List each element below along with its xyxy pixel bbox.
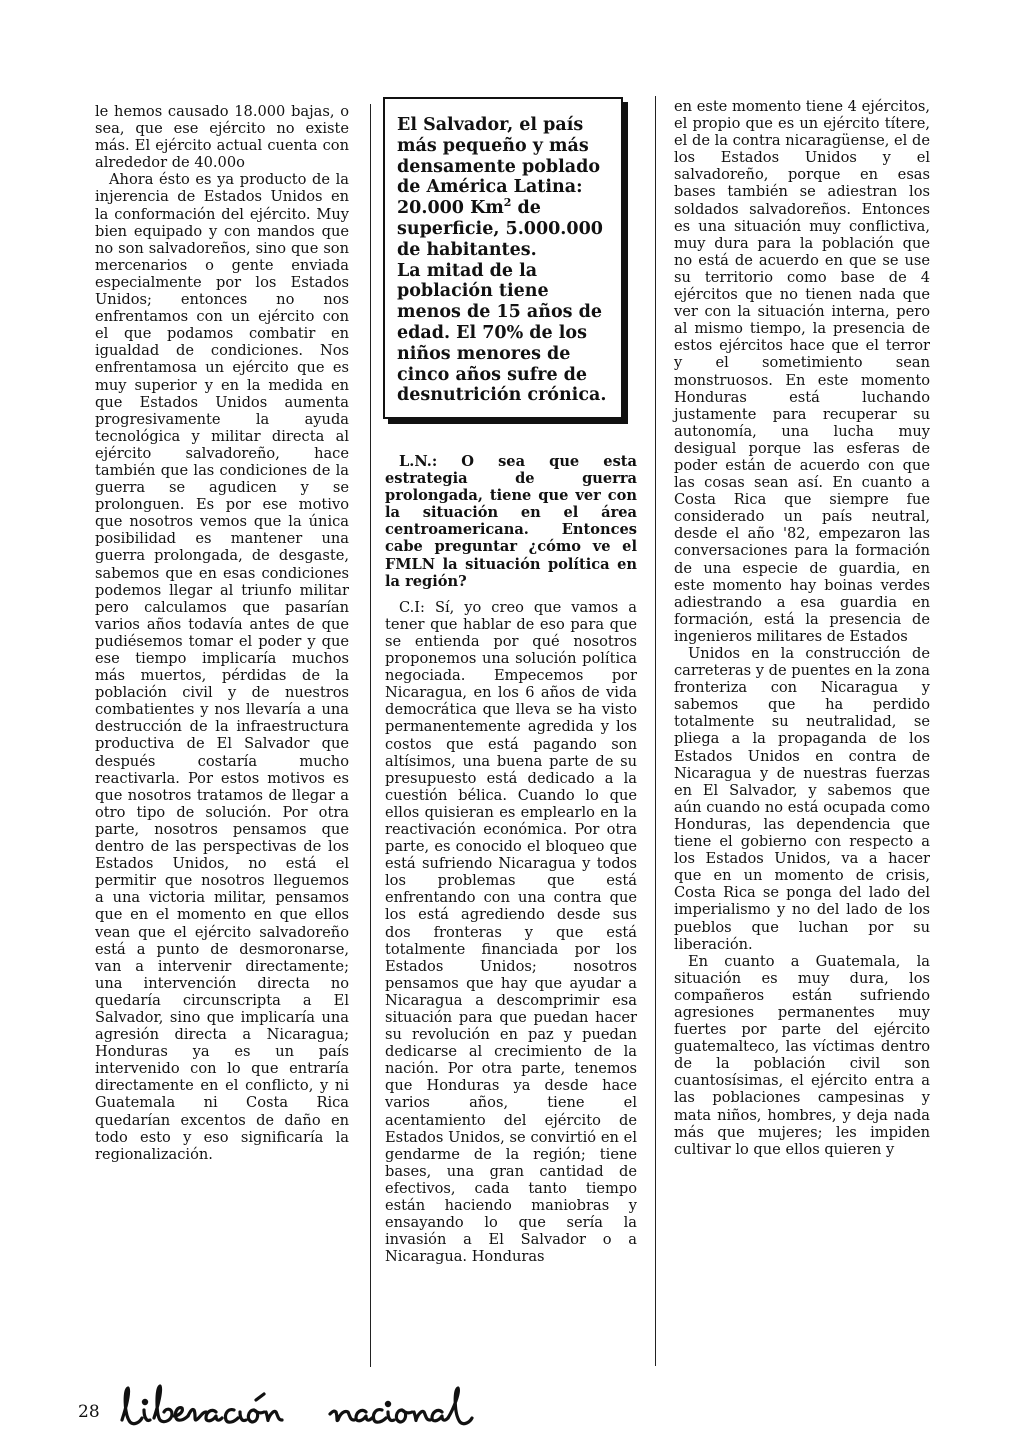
fact-box-area-prefix: 20.000 Km <box>397 198 504 219</box>
fact-box-area-superscript: 2 <box>503 196 512 210</box>
column-3-paragraph-1: en este momento tiene 4 ejércitos, el propio que es un ejército títere, el de la contra nicaragüense, el de los Estados Unidos y el salvadoreño, porque en esas bases también se adiestran los soldados salvadoreños. Entonces es una situación muy conflictiva, muy dura para la población que no está de acuerdo en que se use su territorio como base de 4 ejércitos que no tienen nada que ver con la situación interna, pero al mismo tiempo, la presencia de estos ejércitos hace que el terror y el sometimiento sean monstruosos. En este momento Honduras está luchando justamente para recuperar su autonomía, una lucha muy desigual porque las esferas de poder están de acuerdo con que las cosas sean así. En cuanto a Costa Rica que siempre fue considerado un país neutral, desde el año '82, empezaron las conversaciones para la formación de una especie de guardia, en este momento hay boinas verdes adiestrando a esa guardia en formación, está la presencia de ingenieros militares de Estados <box>674 98 930 645</box>
page-number: 28 <box>78 1402 100 1422</box>
liberacion-nacional-logo <box>116 1378 496 1436</box>
column-divider-right <box>655 96 656 1366</box>
column-3 <box>674 98 930 1158</box>
column-1 <box>95 103 349 1163</box>
page-footer <box>78 1378 558 1438</box>
fact-box-area-suffix: de superficie, 5.000.000 de habitantes. <box>397 198 603 260</box>
interview-question: L.N.: O sea que esta estrategia de guerra prolongada, tiene que ver con la situación en el área centroamericana. Entonces cabe preguntar ¿cómo ve el FMLN la situación política en la región? <box>385 453 637 590</box>
column-2 <box>385 453 637 1265</box>
column-3-paragraph-3: En cuanto a Guatemala, la situación es muy dura, los compañeros están sufriendo agresiones permanentes muy fuertes por parte del ejército guatemalteco, las víctimas dentro de la población civil son cuantosísimas, el ejército entra a las poblaciones campesinas y mata niños, hombres, y deja nada más que mujeres; les impiden cultivar lo que ellos quieren y <box>674 952 930 1158</box>
column-3-paragraph-2: Unidos en la construcción de carreteras y de puentes en la zona fronteriza con Nicaragua y sabemos que ha perdido totalmente su neutralidad, se pliega a la propaganda de los Estados Unidos en contra de Nicaragua y de nuestras fuerzas en El Salvador, y sabemos que aún cuando no está ocupada como Honduras, las dependencia que tiene el gobierno con respecto a los Estados Unidos, va a hacer que en un momento de crisis, Costa Rica se ponga del lado del imperialismo y no del lado de los pueblos que luchan por su liberación. <box>674 645 930 953</box>
fact-box-line-1: El Salvador, el país más pequeño y más densamente poblado de América Latina: <box>397 115 601 198</box>
column-1-paragraph-2: Ahora ésto es ya producto de la injerencia de Estados Unidos en la conformación del ejército. Muy bien equipado y con mandos que no son salvadoreños, sino que son mercenarios o gente enviada especialmente por los Estados Unidos; entonces no nos enfrentamos con un ejército con el que podamos combatir en igualdad de condiciones. Nos enfrentamosa un ejército que es muy superior y en la medida en que Estados Unidos aumenta progresivamente la ayuda tecnológica y militar directa al ejército salvadoreño, hace también que las condiciones de la guerra se agudicen y se prolonguen. Es por ese motivo que nosotros vemos que la única posibilidad es mantener una guerra prolongada, de desgaste, sabemos que en esas condiciones podemos llegar al triunfo militar pero calculamos que pasarían varios años todavía antes de que pudiésemos tomar el poder y que ese tiempo implicaría muchos más muertos, pérdidas de la población civil y de nuestros combatientes y nos llevaría a una destrucción de la infraestructura productiva de El Salvador que después costaría mucho reactivarla. Por estos motivos es que nosotros tratamos de llegar a otro tipo de solución. Por otra parte, nosotros pensamos que dentro de las perspectivas de los Estados Unidos, no está el permitir que nosotros lleguemos a una victoria militar, pensamos que en el momento en que ellos vean que el ejército salvadoreño está a punto de desmoronarse, van a intervenir directamente; una intervención directa no quedaría circunscripta a El Salvador, sino que implicaría una agresión directa a Nicaragua; Honduras ya es un país intervenido con lo que entraría directamente en el conflicto, y ni Guatemala ni Costa Rica quedarían excentos de daño en todo esto y eso significaría la regionalización. <box>95 171 349 1163</box>
fact-box <box>383 97 623 419</box>
column-divider-left <box>370 104 371 1367</box>
fact-box-line-2 <box>397 198 611 260</box>
fact-box-line-3: La mitad de la población tiene menos de 15 años de edad. El 70% de los niños menores de cinco años sufre de desnutrición crónica. <box>397 260 607 406</box>
column-1-paragraph-1: le hemos causado 18.000 bajas, o sea, que ese ejército no existe más. El ejército actual cuenta con alrededor de 40.00o <box>95 103 349 172</box>
interview-answer: C.I: Sí, yo creo que vamos a tener que hablar de eso para que se entienda por qué nosotros proponemos una solución política negociada. Empecemos por Nicaragua, en los 6 años de vida democrática que lleva se ha visto permanentemente agredida y los costos que está pagando son altísimos, una buena parte de su presupuesto está dedicado a la cuestión bélica. Cuando lo que ellos quisieran es emplearlo en la reactivación económica. Por otra parte, es conocido el bloqueo que está sufriendo Nicaragua y todos los problemas que está enfrentando con una contra que los está agrediendo desde sus dos fronteras y que está totalmente financiada por los Estados Unidos; nosotros pensamos que hay que ayudar a Nicaragua a descomprimir esa situación para que puedan hacer su revolución en paz y puedan dedicarse al crecimiento de la nación. Por otra parte, tenemos que Honduras ya desde hace varios años, tiene el acentamiento del ejército de Estados Unidos, se convirtió en el gendarme de la región; tiene bases, una gran cantidad de efectivos, cada tanto tiempo están haciendo maniobras y ensayando lo que sería la invasión a El Salvador o a Nicaragua. Honduras <box>385 598 637 1266</box>
